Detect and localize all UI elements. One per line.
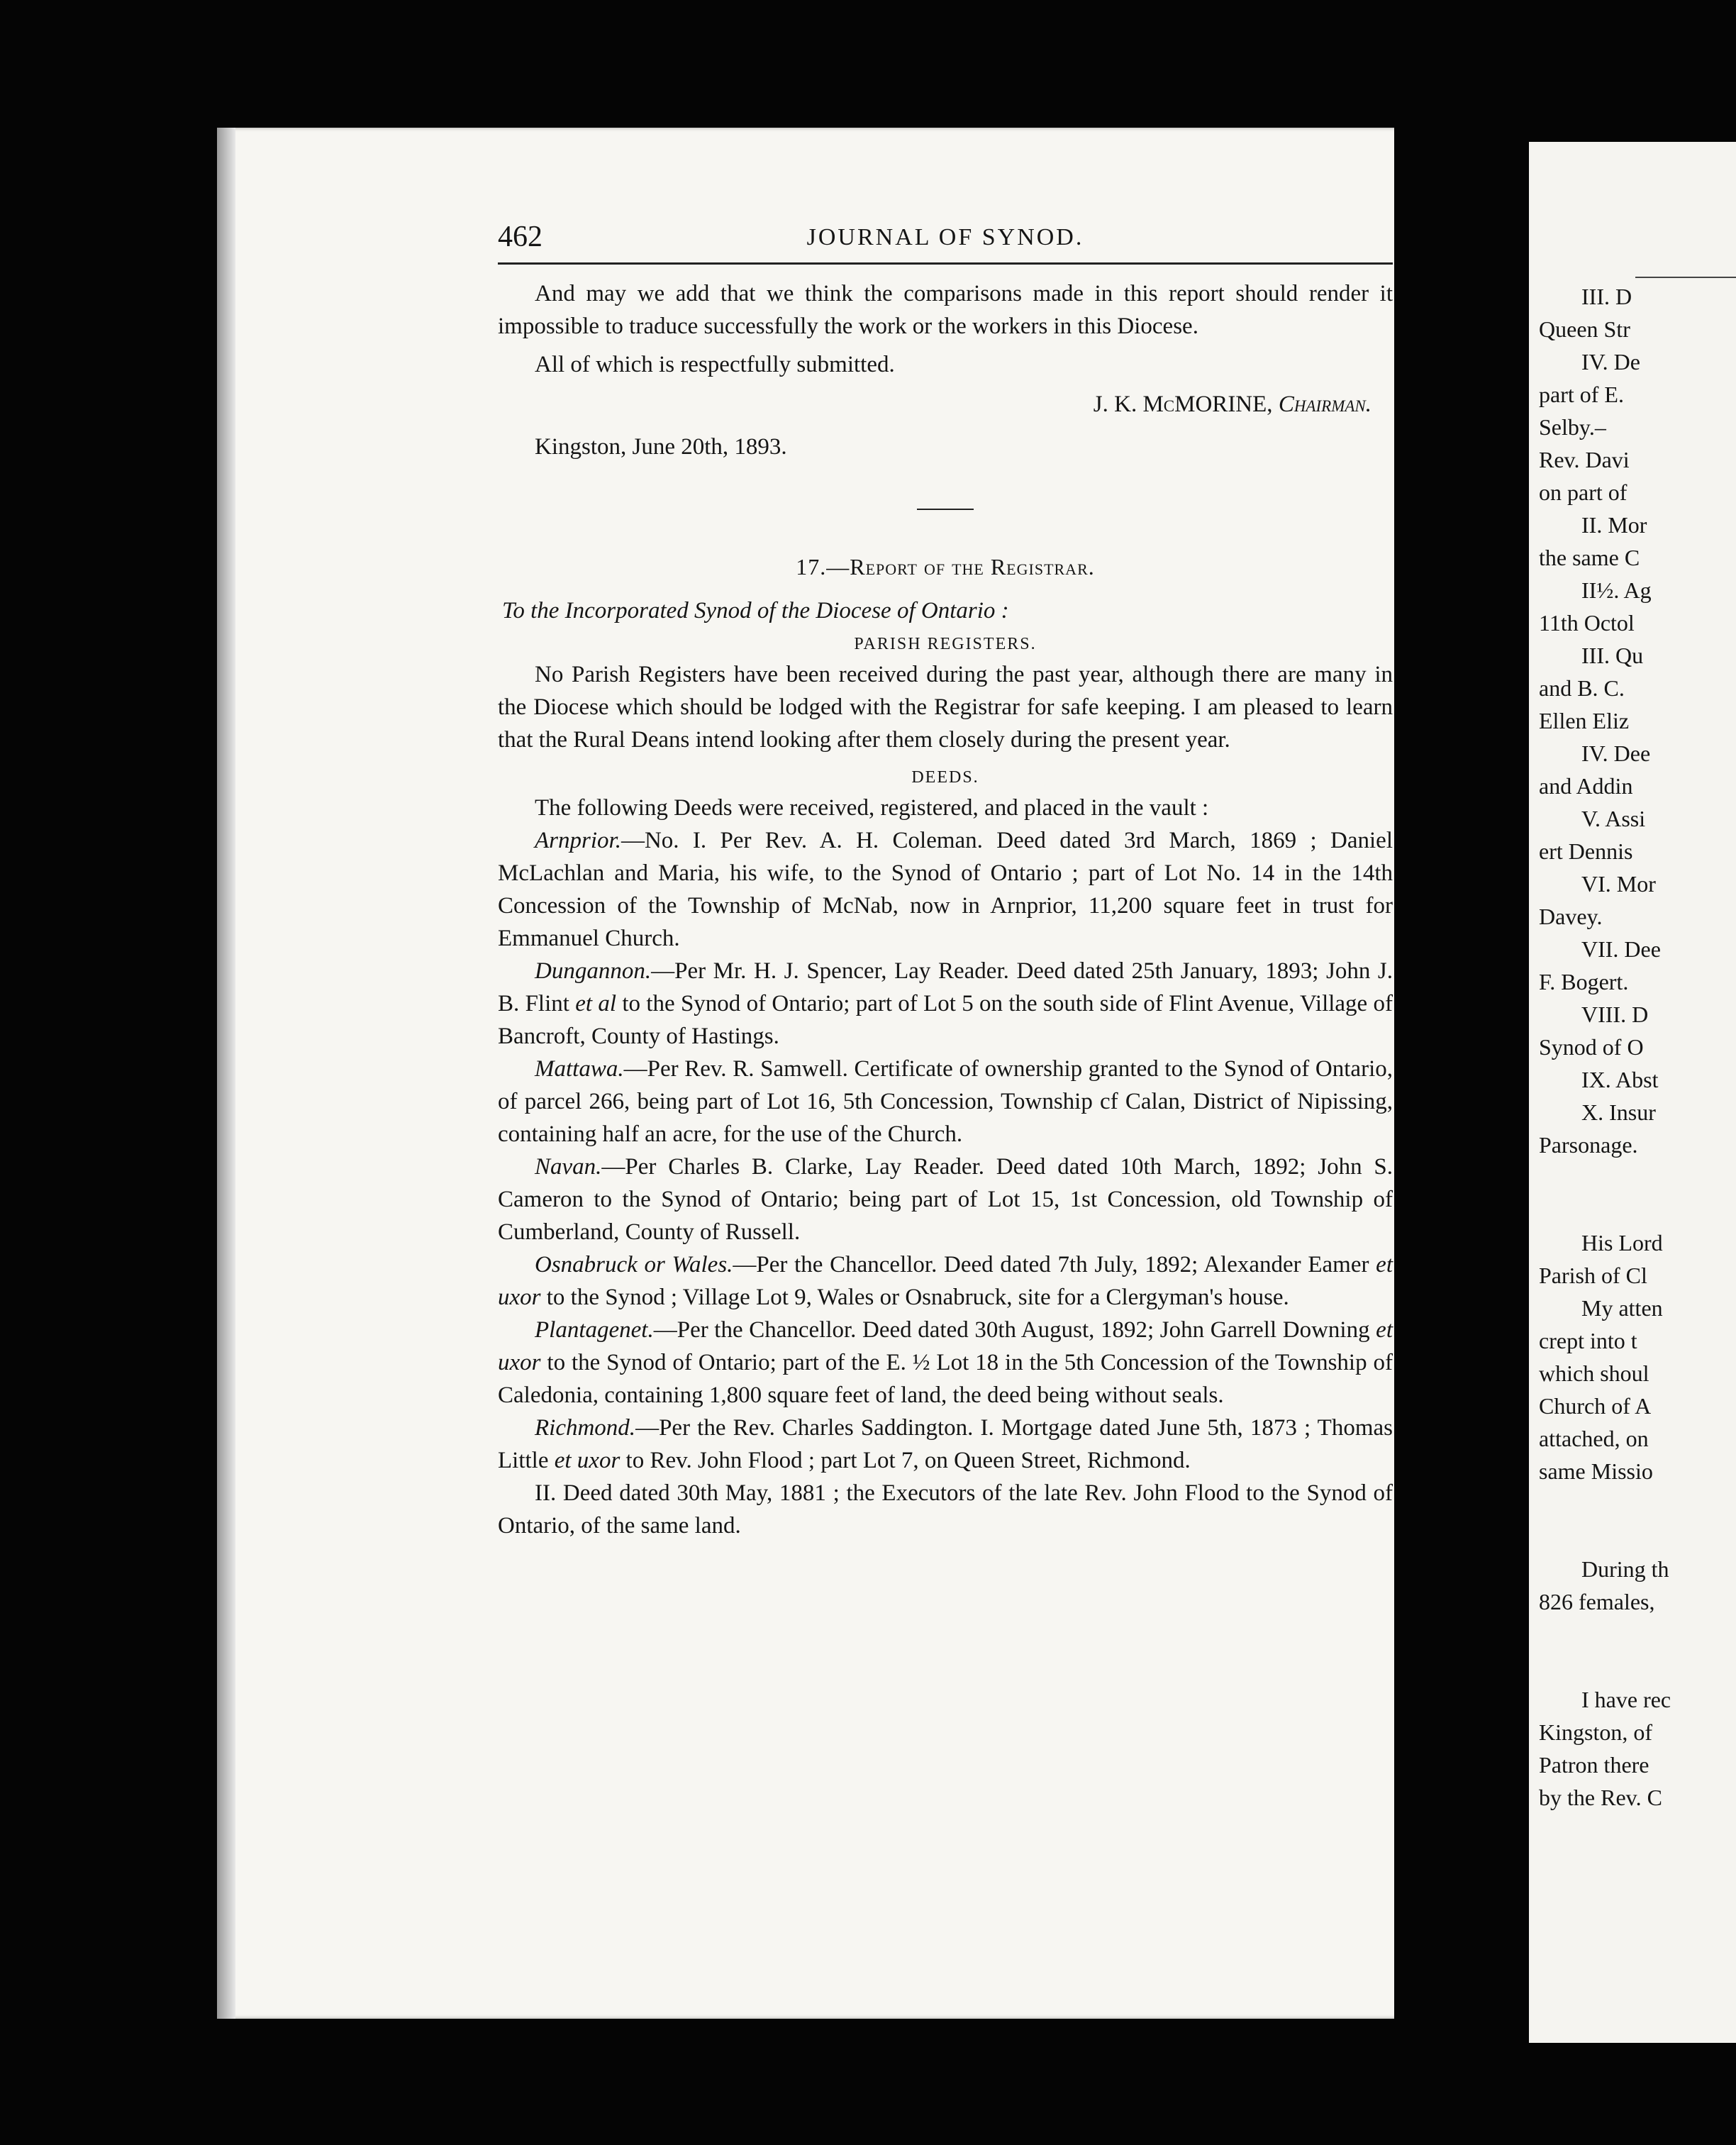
parish-name: Osnabruck or Wales. xyxy=(535,1252,733,1277)
right-page-rule xyxy=(1635,277,1736,278)
parish-name: Navan. xyxy=(535,1154,602,1180)
entry-text: —No. I. Per Rev. A. H. Coleman. Deed dated 3rd March, 1869 ; Daniel McLachlan and Maria, his wife, to the Synod of Ontario ; part of Lot No. 14 in the 14th Concession of the Township of McNab, now in Arnprior, 11,200 square feet in trust for Emmanuel Church. xyxy=(498,828,1393,951)
latin-phrase: et uxor xyxy=(498,1252,1393,1310)
section-title: 17.—Report of the Registrar. xyxy=(796,554,1095,580)
right-page-line: attached, on xyxy=(1539,1426,1649,1451)
entry-text: —Per Charles B. Clarke, Lay Reader. Deed dated 10th March, 1892; John S. Cameron to the Synod of Ontario; being part of Lot 15, 1st Concession, old Township of Cumberland, County of Russell. xyxy=(498,1154,1393,1245)
page-number: 462 xyxy=(498,221,542,253)
right-page-line xyxy=(1539,1194,1736,1226)
latin-phrase: et uxor xyxy=(498,1317,1393,1375)
right-page-line: IV. De xyxy=(1581,349,1640,375)
right-page-line: VII. Dee xyxy=(1581,936,1661,962)
right-page-line: II½. Ag xyxy=(1581,577,1652,603)
entry-text: to the Synod ; Village Lot 9, Wales or Osnabruck, site for a Clergyman's house. xyxy=(540,1285,1289,1310)
deeds-heading: DEEDS. xyxy=(911,768,979,787)
right-page-line: III. D xyxy=(1581,284,1632,309)
latin-phrase: et al xyxy=(575,991,617,1016)
right-page-line: and Addin xyxy=(1539,773,1633,799)
right-page-line: ert Dennis xyxy=(1539,838,1633,864)
right-page-line: I have rec xyxy=(1581,1687,1671,1712)
right-page-line: part of E. xyxy=(1539,382,1624,407)
signature-name: J. K. McMORINE, xyxy=(1093,392,1273,417)
parish-name: Dungannon. xyxy=(535,958,652,984)
running-head xyxy=(498,220,1393,265)
right-page-line: III. Qu xyxy=(1581,643,1644,668)
parish-name: Arnprior. xyxy=(535,828,621,853)
page-edge-shadow xyxy=(217,128,235,2019)
right-page xyxy=(1529,142,1736,2043)
parish-registers-heading: PARISH REGISTERS. xyxy=(854,635,1037,653)
right-page-line: My atten xyxy=(1581,1295,1663,1321)
entry-text: to the Synod of Ontario; part of the E. ½ Lot 18 in the 5th Concession of the Township of Caledonia, containing 1,800 square feet of land, the deed being without seals. xyxy=(498,1350,1393,1408)
right-page-line: Queen Str xyxy=(1539,316,1630,342)
deed-entry-navan xyxy=(498,1151,1393,1248)
report-date: Kingston, June 20th, 1893. xyxy=(535,434,787,460)
right-page-line: Parish of Cl xyxy=(1539,1263,1647,1288)
signature xyxy=(498,388,1393,421)
entry-text: —Per Rev. R. Samwell. Certificate of ownership granted to the Synod of Ontario, of parcel 266, being part of Lot 16, 5th Concession, Township cf Calan, District of Nipissing, containing half an acre, for the use of the Church. xyxy=(498,1056,1393,1147)
deed-entry-richmond xyxy=(498,1412,1393,1477)
right-page-line: X. Insur xyxy=(1581,1099,1656,1125)
right-page-line: and B. C. xyxy=(1539,675,1625,701)
right-page-line xyxy=(1539,1161,1736,1194)
parish-registers-text: No Parish Registers have been received during the past year, although there are many in the Diocese which should be lodged with the Registrar for safe keeping. I am pleased to learn that the Rural Deans intend looking after them closely during the present year. xyxy=(498,662,1393,753)
entry-text: —Per the Rev. Charles Saddington. I. Mortgage dated June 5th, 1873 ; Thomas Little xyxy=(498,1415,1393,1473)
entry-text: —Per the Chancellor. Deed dated 30th August, 1892; John Garrell Downing xyxy=(653,1317,1376,1343)
right-page-line: During th xyxy=(1581,1556,1669,1582)
right-page-line xyxy=(1539,1651,1736,1683)
deed-entry-mattawa xyxy=(498,1053,1393,1151)
right-page-line: 826 females, xyxy=(1539,1589,1655,1614)
deed-entry-plantagenet xyxy=(498,1314,1393,1412)
closing-paragraph: And may we add that we think the comparisons made in this report should render it impossible to traduce successfully the work or the workers in this Diocese. xyxy=(498,281,1393,339)
right-page-line: His Lord xyxy=(1581,1230,1663,1256)
entry-text: —Per the Chancellor. Deed dated 7th July, 1892; Alexander Eamer xyxy=(733,1252,1376,1277)
report-address: To the Incorporated Synod of the Diocese of Ontario : xyxy=(502,598,1009,623)
right-page-line xyxy=(1539,1618,1736,1651)
right-page-line: F. Bogert. xyxy=(1539,969,1629,994)
right-page-line: Patron there xyxy=(1539,1752,1649,1778)
right-page-line: Rev. Davi xyxy=(1539,447,1630,472)
right-page-line: the same C xyxy=(1539,545,1640,570)
right-page-line: on part of xyxy=(1539,480,1628,505)
right-page-line: Ellen Eliz xyxy=(1539,708,1630,733)
entry-text: to the Synod of Ontario; part of Lot 5 on the south side of Flint Avenue, Village of Bancroft, County of Hastings. xyxy=(498,991,1393,1049)
deed-entry-richmond-ii: II. Deed dated 30th May, 1881 ; the Executors of the late Rev. John Flood to the Synod of Ontario, of the same land. xyxy=(498,1480,1393,1539)
deed-entry-arnprior xyxy=(498,824,1393,955)
entry-text: to Rev. John Flood ; part Lot 7, on Queen Street, Richmond. xyxy=(620,1448,1191,1473)
right-page-line: VI. Mor xyxy=(1581,871,1656,897)
right-page-line: II. Mor xyxy=(1581,512,1647,538)
right-page-line: VIII. D xyxy=(1581,1002,1649,1027)
right-page-line: crept into t xyxy=(1539,1328,1637,1353)
right-page-line: Davey. xyxy=(1539,904,1603,929)
right-page-line: by the Rev. C xyxy=(1539,1785,1662,1810)
right-page-line: Church of A xyxy=(1539,1393,1652,1419)
right-page-line: 11th Octol xyxy=(1539,610,1635,636)
parish-name: Plantagenet. xyxy=(535,1317,654,1343)
page-content xyxy=(498,220,1393,1542)
deed-entry-dungannon xyxy=(498,955,1393,1053)
parish-name: Mattawa. xyxy=(535,1056,624,1082)
entry-text: —Per Mr. H. J. Spencer, Lay Reader. Deed dated 25th January, 1893; John J. B. Flint xyxy=(498,958,1393,1016)
journal-title: JOURNAL OF SYNOD. xyxy=(806,224,1084,250)
section-divider xyxy=(917,509,974,510)
signature-role: Chairman. xyxy=(1278,392,1371,417)
right-page-line: V. Assi xyxy=(1581,806,1646,831)
submission-line: All of which is respectfully submitted. xyxy=(535,352,895,377)
latin-phrase: et uxor xyxy=(554,1448,621,1473)
right-page-line: Kingston, of xyxy=(1539,1719,1652,1745)
right-page-line: Parsonage. xyxy=(1539,1132,1638,1158)
right-page-line: IX. Abst xyxy=(1581,1067,1659,1092)
parish-name: Richmond. xyxy=(535,1415,636,1441)
right-page-line: which shoul xyxy=(1539,1360,1649,1386)
right-page-line xyxy=(1539,1487,1736,1520)
right-page-line: IV. Dee xyxy=(1581,741,1651,766)
deed-entry-osnabruck xyxy=(498,1248,1393,1314)
right-page-line: same Missio xyxy=(1539,1458,1653,1484)
deeds-intro: The following Deeds were received, registered, and placed in the vault : xyxy=(535,795,1209,821)
right-page-line xyxy=(1539,1520,1736,1553)
right-page-line: Selby.– xyxy=(1539,414,1606,440)
right-page-line: Synod of O xyxy=(1539,1034,1644,1060)
right-page-text xyxy=(1539,280,1736,1814)
